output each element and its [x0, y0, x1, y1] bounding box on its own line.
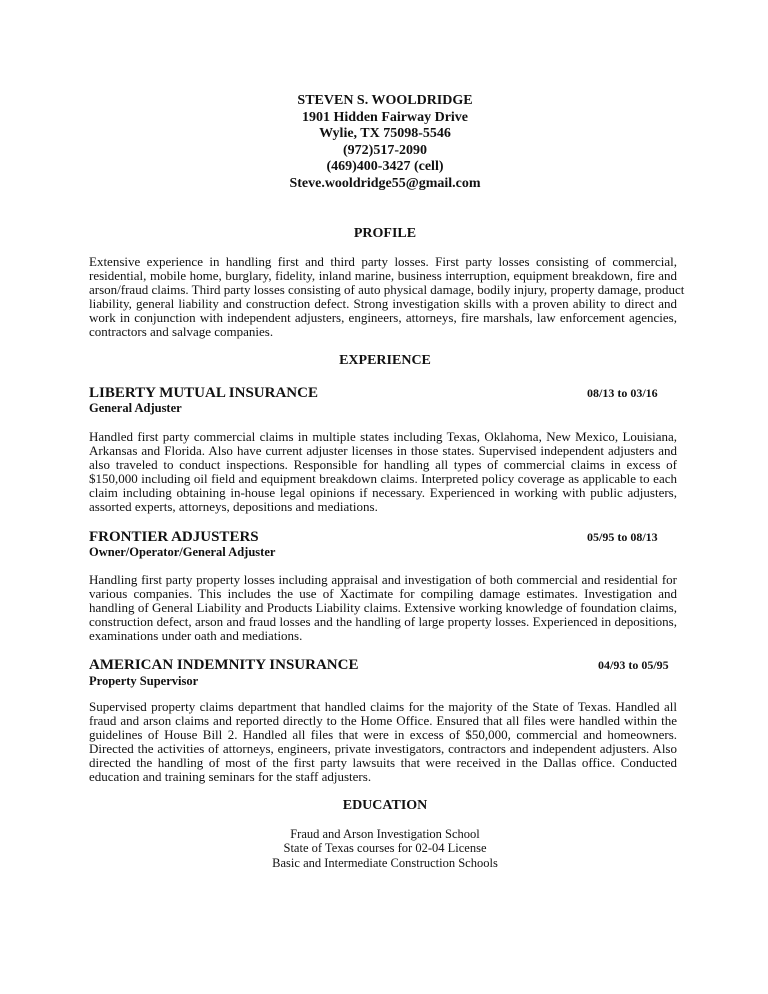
paragraph-line: liability, general liability and construction defect. Strong investigation skills with a proven ability to direct and [89, 296, 677, 311]
education-item: Basic and Intermediate Construction Schools [272, 856, 498, 870]
paragraph-line: examinations under oath and mediations. [89, 628, 303, 643]
paragraph-line: directed the handling of most of the first party lawsuits that were received in the Dallas office. Conducted [89, 755, 677, 770]
email: Steve.wooldridge55@gmail.com [289, 176, 481, 191]
paragraph-line: work in conjunction with independent adjusters, engineers, attorneys, fire marshals, law enforcement agencies, [89, 310, 677, 325]
job-dates: 04/93 to 05/95 [598, 658, 669, 672]
applicant-name: STEVEN S. WOOLDRIDGE [297, 93, 473, 108]
paragraph-line: Arkansas and Florida. Also have current adjuster licenses in those states. Supervised independent adjusters and [89, 443, 677, 458]
job-title: General Adjuster [89, 401, 182, 415]
paragraph-line: residential, mobile home, burglary, fidelity, inland marine, business interruption, equipment breakdown, fire and [89, 268, 677, 283]
paragraph-line: Directed the activities of attorneys, engineers, private investigators, contractors and independent adjusters. Also [89, 741, 677, 756]
paragraph-line: $150,000 including oil field and equipment breakdown claims. Interpreted policy coverage as applicable to each [89, 471, 677, 486]
experience-heading: EXPERIENCE [339, 353, 431, 368]
profile-heading: PROFILE [353, 226, 417, 241]
paragraph-line: Handled first party commercial claims in multiple states including Texas, Oklahoma, New Mexico, Louisiana, [89, 429, 677, 444]
job-description [89, 700, 677, 784]
education-item: Fraud and Arson Investigation School [290, 827, 480, 841]
paragraph-line: also traveled to conduct inspections. Responsible for handling all types of commercial claims in excess of [89, 457, 677, 472]
paragraph-line: Extensive experience in handling first and third party losses. First party losses consisting of commercial, [89, 254, 677, 269]
paragraph-line: Supervised property claims department that handled claims for the majority of the State of Texas. Handled all [89, 699, 677, 714]
profile-paragraph [89, 254, 685, 339]
paragraph-line: fraud and arson claims and reported directly to the Home Office. Ensured that all files were handled within the [89, 713, 677, 728]
paragraph-line: arson/fraud claims. Third party losses consisting of auto physical damage, bodily injury, property damage, product [89, 282, 685, 297]
job-title: Property Supervisor [89, 674, 199, 688]
paragraph-line: education and training seminars for the staff adjusters. [89, 769, 372, 784]
paragraph-line: assorted experts, attorneys, depositions and mediations. [89, 499, 378, 514]
paragraph-line: contractors and salvage companies. [89, 324, 274, 339]
paragraph-line: construction defect, arson and fraud losses and the handling of large property losses. Experienced in depositions, [89, 614, 677, 629]
job-title: Owner/Operator/General Adjuster [89, 545, 276, 559]
street-address: 1901 Hidden Fairway Drive [301, 110, 469, 125]
job-dates: 08/13 to 03/16 [587, 386, 658, 400]
job-dates: 05/95 to 08/13 [587, 530, 658, 544]
phone: (972)517-2090 [343, 143, 427, 158]
company-name: FRONTIER ADJUSTERS [89, 529, 259, 545]
paragraph-line: claim including obtaining in-house legal opinions if necessary. Experienced in working with public adjusters, [89, 485, 677, 500]
job-description [89, 573, 677, 643]
paragraph-line: guidelines of House Bill 2. Handled all files that were in excess of $50,000, commercial and homeowners. [89, 727, 677, 742]
education-item: State of Texas courses for 02-04 License [283, 841, 487, 855]
cell-phone: (469)400-3427 (cell) [326, 159, 444, 174]
company-name: AMERICAN INDEMNITY INSURANCE [89, 657, 359, 673]
paragraph-line: handling of General Liability and Products Liability claims. Extensive working knowledge of foundation claims, [89, 600, 677, 615]
job-description [89, 430, 677, 514]
city-state-zip: Wylie, TX 75098-5546 [319, 126, 451, 141]
company-name: LIBERTY MUTUAL INSURANCE [89, 385, 318, 401]
paragraph-line: Handling first party property losses including appraisal and investigation of both commercial and residential for [89, 572, 677, 587]
education-heading: EDUCATION [342, 798, 428, 813]
paragraph-line: various companies. This includes the use of Xactimate for compiling damage estimates. Investigation and [89, 586, 677, 601]
